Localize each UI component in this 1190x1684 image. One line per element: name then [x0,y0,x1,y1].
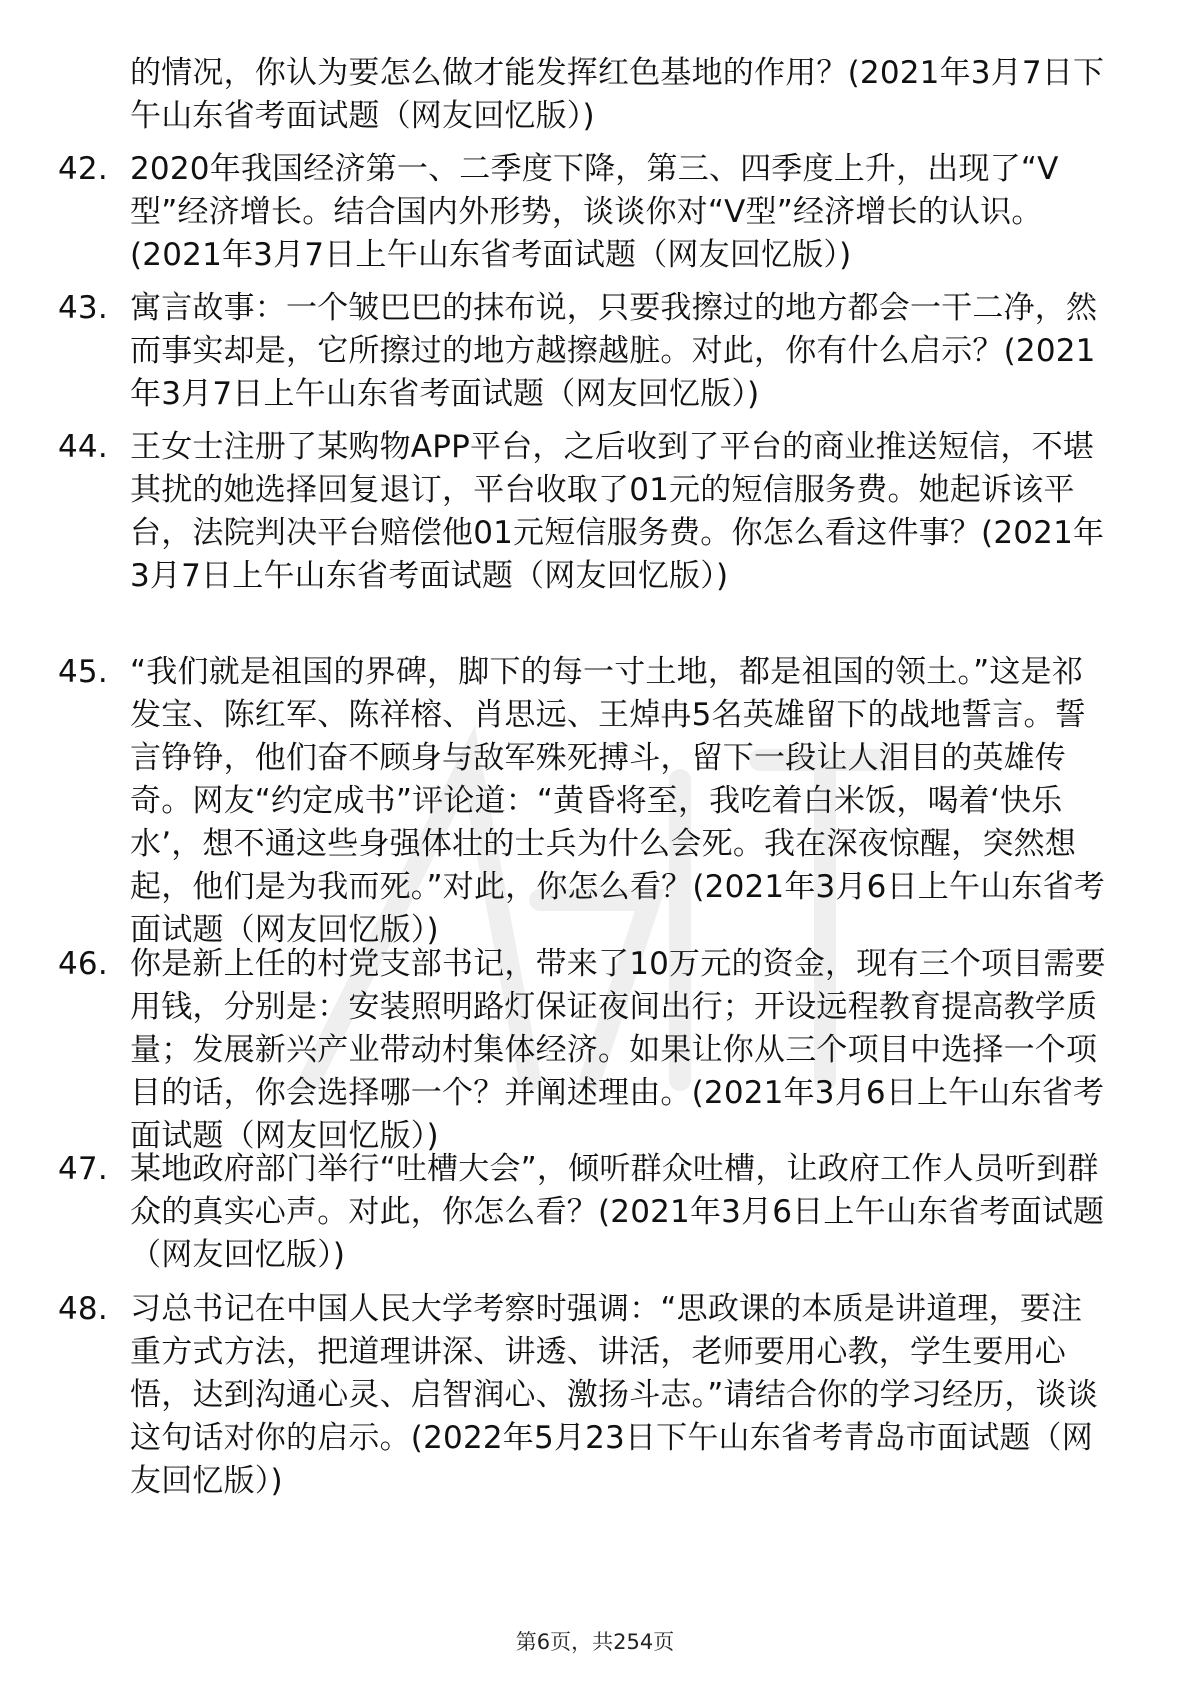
question-number: 44. [58,429,108,465]
question-item [58,287,1112,416]
question-item [58,943,1112,1158]
question-text: 2020年我国经济第一、二季度下降，第三、四季度上升，出现了“V型”经济增长。结合国内外形势，谈谈你对“V型”经济增长的认识。(2021年3月7日上午山东省考面试题（网友回忆版）) [130,151,1059,273]
page-number-footer: 第6页，共254页 [515,1630,675,1654]
question-number: 46. [58,946,108,982]
question-number: 43. [58,290,108,326]
question-text: 王女士注册了某购物APP平台，之后收到了平台的商业推送短信，不堪其扰的她选择回复退订，平台收取了01元的短信服务费。她起诉该平台，法院判决平台赔偿他01元短信服务费。你怎么看这件事？(2021年3月7日上午山东省考面试题（网友回忆版）) [130,429,1105,594]
question-item [58,1288,1112,1503]
question-item [58,1148,1112,1277]
question-text: 某地政府部门举行“吐槽大会”，倾听群众吐槽，让政府工作人员听到群众的真实心声。对此，你怎么看？(2021年3月6日上午山东省考面试题（网友回忆版）) [130,1151,1105,1273]
question-number: 42. [58,151,108,187]
question-item [58,148,1112,277]
question-number: 45. [58,654,108,690]
question-item [58,426,1112,598]
question-item [58,651,1112,952]
question-text: “我们就是祖国的界碑，脚下的每一寸土地，都是祖国的领土。”这是祁发宝、陈红军、陈祥榕、肖思远、王焯冉5名英雄留下的战地誓言。誓言铮铮，他们奋不顾身与敌军殊死搏斗，留下一段让人泪目的英雄传奇。网友“约定成书”评论道：“黄昏将至，我吃着白米饭，喝着‘快乐水’，想不通这些身强体壮的士兵为什么会死。我在深夜惊醒，突然想起，他们是为我而死。”对此，你怎么看？(2021年3月6日上午山东省考面试题（网友回忆版）) [130,654,1105,948]
question-number: 48. [58,1291,108,1327]
question-text: 你是新上任的村党支部书记，带来了10万元的资金，现有三个项目需要用钱，分别是：安装照明路灯保证夜间出行；开设远程教育提高教学质量；发展新兴产业带动村集体经济。如果让你从三个项目中选择一个项目的话，你会选择哪一个？并阐述理由。(2021年3月6日上午山东省考面试题（网友回忆版）) [130,946,1106,1154]
continued-question-text: 的情况，你认为要怎么做才能发挥红色基地的作用？(2021年3月7日下午山东省考面试题（网友回忆版）) [130,55,1105,134]
question-text: 寓言故事：一个皱巴巴的抹布说，只要我擦过的地方都会一干二净，然而事实却是，它所擦过的地方越擦越脏。对此，你有什么启示？(2021年3月7日上午山东省考面试题（网友回忆版）) [130,290,1098,412]
question-number: 47. [58,1151,108,1187]
question-text: 习总书记在中国人民大学考察时强调：“思政课的本质是讲道理，要注重方式方法，把道理讲深、讲透、讲活，老师要用心教，学生要用心悟，达到沟通心灵、启智润心、激扬斗志。”请结合你的学习经历，谈谈这句话对你的启示。(2022年5月23日下午山东省考青岛市面试题（网友回忆版）) [130,1291,1098,1499]
